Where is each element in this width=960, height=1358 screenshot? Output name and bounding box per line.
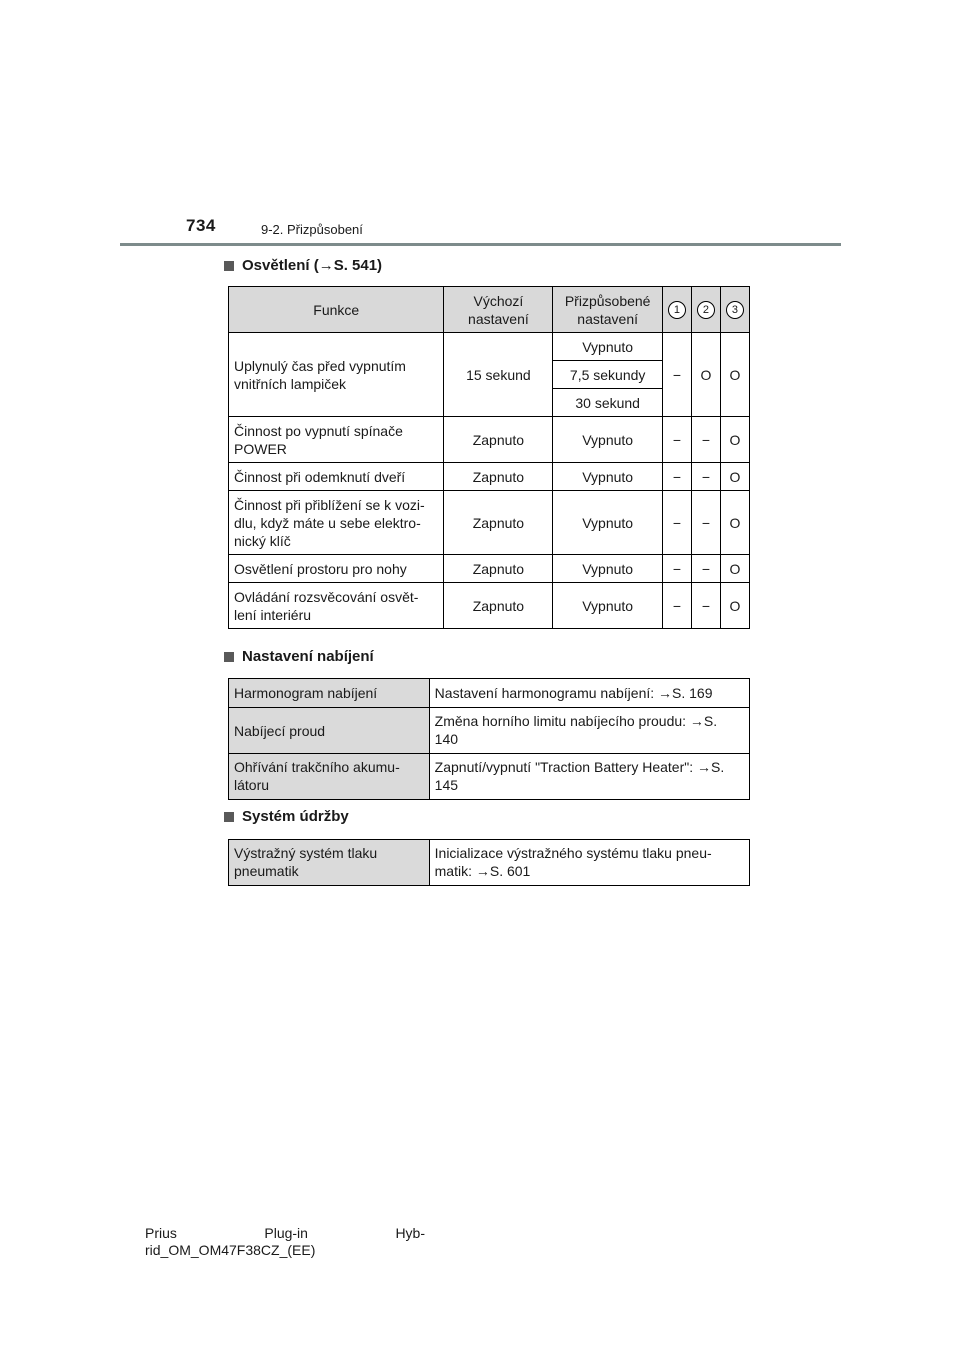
table-row xyxy=(229,463,750,491)
lighting-table xyxy=(228,286,750,629)
header-funkce: Funkce xyxy=(229,287,444,333)
footer xyxy=(145,1225,425,1259)
cell-custom: 30 sekund xyxy=(553,389,663,417)
cell-c3: O xyxy=(720,555,749,583)
footer-line2: rid_OM_OM47F38CZ_(EE) xyxy=(145,1242,316,1258)
cell-value: Zapnutí/vypnutí "Traction Battery Heater": →S. 145 xyxy=(429,754,749,800)
cell-value: Změna horního limitu nabíjecího proudu: →S. 140 xyxy=(429,708,749,754)
maintenance-heading-text: Systém údržby xyxy=(242,808,349,825)
cell-custom: Vypnuto xyxy=(553,463,663,491)
lighting-heading xyxy=(224,257,382,274)
cell-c1: − xyxy=(662,491,691,555)
cell-c2: − xyxy=(691,583,720,629)
table-row xyxy=(229,754,750,800)
header-custom: Přizpůsobené nastavení xyxy=(553,287,663,333)
table-row xyxy=(229,555,750,583)
cell-function: Činnost při přiblížení se k vozi-dlu, když máte u sebe elektro-nický klíč xyxy=(229,491,444,555)
cell-c1: − xyxy=(662,583,691,629)
table-row xyxy=(229,840,750,886)
cell-c1: − xyxy=(662,417,691,463)
cell-function: Uplynulý čas před vypnutím vnitřních lampiček xyxy=(229,333,444,417)
charging-heading xyxy=(224,648,374,665)
cell-custom: Vypnuto xyxy=(553,333,663,361)
table-row xyxy=(229,679,750,708)
cell-value: Inicializace výstražného systému tlaku pneu-matik: →S. 601 xyxy=(429,840,749,886)
cell-c1: − xyxy=(662,555,691,583)
cell-custom: Vypnuto xyxy=(553,491,663,555)
cell-label: Ohřívání trakčního akumu-látoru xyxy=(229,754,430,800)
cell-label: Harmonogram nabíjení xyxy=(229,679,430,708)
cell-c3: O xyxy=(720,333,749,417)
table-row xyxy=(229,583,750,629)
cell-c2: − xyxy=(691,417,720,463)
cell-label: Nabíjecí proud xyxy=(229,708,430,754)
footer-word: Prius xyxy=(145,1225,177,1241)
table-row xyxy=(229,708,750,754)
cell-default: Zapnuto xyxy=(444,555,553,583)
cell-custom: Vypnuto xyxy=(553,555,663,583)
cell-c1: − xyxy=(662,333,691,417)
cell-c3: O xyxy=(720,417,749,463)
cell-function: Osvětlení prostoru pro nohy xyxy=(229,555,444,583)
cell-default: Zapnuto xyxy=(444,583,553,629)
cell-default: 15 sekund xyxy=(444,333,553,417)
header-default: Výchozí nastavení xyxy=(444,287,553,333)
bullet-square-icon xyxy=(224,261,234,271)
charging-table xyxy=(228,678,750,800)
cell-custom: Vypnuto xyxy=(553,583,663,629)
section-label: 9-2. Přizpůsobení xyxy=(261,222,363,237)
cell-c3: O xyxy=(720,491,749,555)
cell-c2: − xyxy=(691,555,720,583)
header-col-2 xyxy=(691,287,720,333)
cell-function: Ovládání rozsvěcování osvět-lení interiéru xyxy=(229,583,444,629)
cell-custom: Vypnuto xyxy=(553,417,663,463)
maintenance-heading xyxy=(224,808,349,825)
cell-custom: 7,5 sekundy xyxy=(553,361,663,389)
circled-number: 2 xyxy=(697,301,715,319)
cell-default: Zapnuto xyxy=(444,491,553,555)
cell-c2: O xyxy=(691,333,720,417)
table-row xyxy=(229,333,750,361)
cell-c3: O xyxy=(720,463,749,491)
circled-number: 1 xyxy=(668,301,686,319)
cell-c2: − xyxy=(691,463,720,491)
maintenance-table xyxy=(228,839,750,886)
header-col-3 xyxy=(720,287,749,333)
cell-function: Činnost při odemknutí dveří xyxy=(229,463,444,491)
cell-label: Výstražný systém tlaku pneumatik xyxy=(229,840,430,886)
circled-number: 3 xyxy=(726,301,744,319)
header-rule xyxy=(120,243,841,246)
charging-heading-text: Nastavení nabíjení xyxy=(242,648,374,665)
page-number: 734 xyxy=(186,216,216,235)
table-row xyxy=(229,491,750,555)
cell-default: Zapnuto xyxy=(444,417,553,463)
cell-default: Zapnuto xyxy=(444,463,553,491)
cell-function: Činnost po vypnutí spínače POWER xyxy=(229,417,444,463)
header-col-1 xyxy=(662,287,691,333)
cell-c1: − xyxy=(662,463,691,491)
cell-c3: O xyxy=(720,583,749,629)
lighting-heading-text: Osvětlení (→S. 541) xyxy=(242,257,383,274)
table-header-row xyxy=(229,287,750,333)
bullet-square-icon xyxy=(224,652,234,662)
cell-c2: − xyxy=(691,491,720,555)
bullet-square-icon xyxy=(224,812,234,822)
footer-word: Hyb- xyxy=(395,1225,425,1241)
table-row xyxy=(229,417,750,463)
cell-value: Nastavení harmonogramu nabíjení: →S. 169 xyxy=(429,679,749,708)
footer-word: Plug-in xyxy=(264,1225,308,1241)
